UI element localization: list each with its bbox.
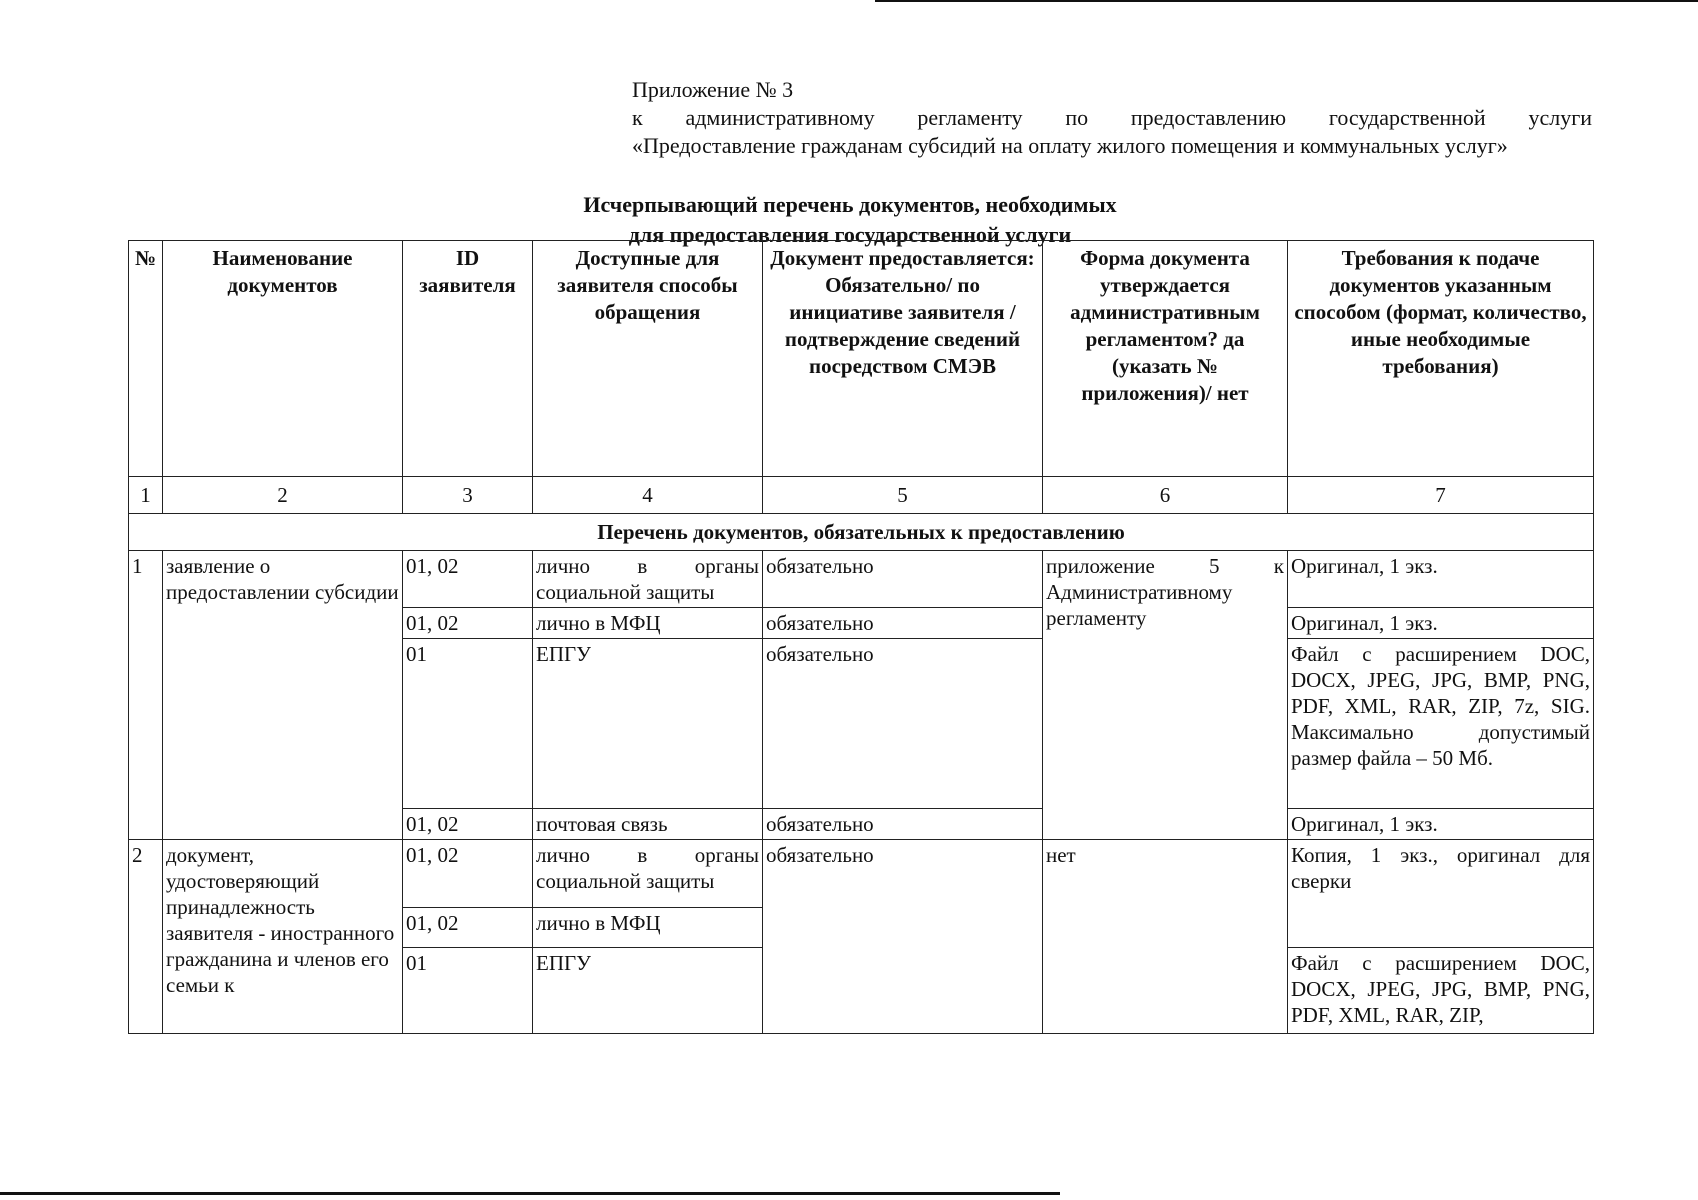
scan-edge-top bbox=[875, 0, 1698, 2]
table-row bbox=[129, 840, 1594, 908]
header-requirements: Требования к подаче документов указанным способом (формат, количество, иные необходимые требования) bbox=[1288, 241, 1594, 477]
doc1-row2-mandatory: обязательно bbox=[763, 608, 1043, 639]
column-number: 6 bbox=[1043, 477, 1288, 514]
doc1-row4-id: 01, 02 bbox=[403, 809, 533, 840]
documents-table bbox=[128, 240, 1594, 1034]
doc2-row3-method: ЕПГУ bbox=[533, 948, 763, 1034]
doc1-row2-requirements: Оригинал, 1 экз. bbox=[1288, 608, 1594, 639]
document-title-line-2: для предоставления государственной услуги bbox=[628, 222, 1072, 247]
appendix-title: Приложение № 3 bbox=[632, 77, 794, 102]
header-applicant-id: ID заявителя bbox=[403, 241, 533, 477]
doc2-row1-id: 01, 02 bbox=[403, 840, 533, 908]
section-row bbox=[129, 514, 1594, 551]
section-title: Перечень документов, обязательных к предоставлению bbox=[129, 514, 1594, 551]
table-header-row bbox=[129, 241, 1594, 477]
doc1-row4-mandatory: обязательно bbox=[763, 809, 1043, 840]
scan-edge-bottom bbox=[0, 1192, 1060, 1195]
column-number: 1 bbox=[129, 477, 163, 514]
doc2-row3-id: 01 bbox=[403, 948, 533, 1034]
header-mandatory: Документ предоставляется: Обязательно/ по инициативе заявителя /подтверждение сведений посредством СМЭВ bbox=[763, 241, 1043, 477]
doc1-row1-requirements: Оригинал, 1 экз. bbox=[1288, 551, 1594, 608]
document-title-line-1: Исчерпывающий перечень документов, необходимых bbox=[583, 192, 1117, 217]
header-methods: Доступные для заявителя способы обращения bbox=[533, 241, 763, 477]
doc1-row1-id: 01, 02 bbox=[403, 551, 533, 608]
doc1-row3-id: 01 bbox=[403, 639, 533, 809]
doc2-row1-requirements: Копия, 1 экз., оригинал для сверки bbox=[1288, 840, 1594, 948]
column-numbers-row bbox=[129, 477, 1594, 514]
doc1-row3-mandatory: обязательно bbox=[763, 639, 1043, 809]
doc2-row3-requirements: Файл с расширением DOC, DOCX, JPEG, JPG, BMP, PNG, PDF, XML, RAR, ZIP, bbox=[1288, 948, 1594, 1034]
column-number: 2 bbox=[163, 477, 403, 514]
doc2-form: нет bbox=[1043, 840, 1288, 1034]
doc1-form: приложение 5 к Административному регламенту bbox=[1043, 551, 1288, 840]
header-document-name: Наименование документов bbox=[163, 241, 403, 477]
appendix-regulation-line: к административному регламенту по предоставлению государственной услуги bbox=[632, 105, 1592, 130]
doc1-row2-id: 01, 02 bbox=[403, 608, 533, 639]
column-number: 7 bbox=[1288, 477, 1594, 514]
header-form: Форма документа утверждается административным регламентом? да (указать № приложения)/ нет bbox=[1043, 241, 1288, 477]
doc1-name: заявление о предоставлении субсидии bbox=[163, 551, 403, 840]
doc2-number: 2 bbox=[129, 840, 163, 1034]
doc1-row3-requirements: Файл с расширением DOC, DOCX, JPEG, JPG, BMP, PNG, PDF, XML, RAR, ZIP, 7z, SIG. Максимально допустимый размер файла – 50 Мб. bbox=[1288, 639, 1594, 809]
column-number: 5 bbox=[763, 477, 1043, 514]
doc1-row4-requirements: Оригинал, 1 экз. bbox=[1288, 809, 1594, 840]
doc2-row1-method: лично в органы социальной защиты bbox=[533, 840, 763, 908]
appendix-service-name: «Предоставление гражданам субсидий на оплату жилого помещения и коммунальных услуг» bbox=[632, 133, 1508, 158]
table-row bbox=[129, 551, 1594, 608]
column-number: 4 bbox=[533, 477, 763, 514]
header-number: № bbox=[129, 241, 163, 477]
doc1-row3-method: ЕПГУ bbox=[533, 639, 763, 809]
doc2-row2-id: 01, 02 bbox=[403, 908, 533, 948]
appendix-header bbox=[632, 76, 1592, 160]
column-number: 3 bbox=[403, 477, 533, 514]
doc1-row1-method: лично в органы социальной защиты bbox=[533, 551, 763, 608]
doc1-row2-method: лично в МФЦ bbox=[533, 608, 763, 639]
doc1-row4-method: почтовая связь bbox=[533, 809, 763, 840]
doc2-name: документ, удостоверяющий принадлежность заявителя - иностранного гражданина и членов его семьи к bbox=[163, 840, 403, 1034]
doc2-row2-method: лично в МФЦ bbox=[533, 908, 763, 948]
doc2-mandatory: обязательно bbox=[763, 840, 1043, 1034]
doc1-number: 1 bbox=[129, 551, 163, 840]
doc1-row1-mandatory: обязательно bbox=[763, 551, 1043, 608]
